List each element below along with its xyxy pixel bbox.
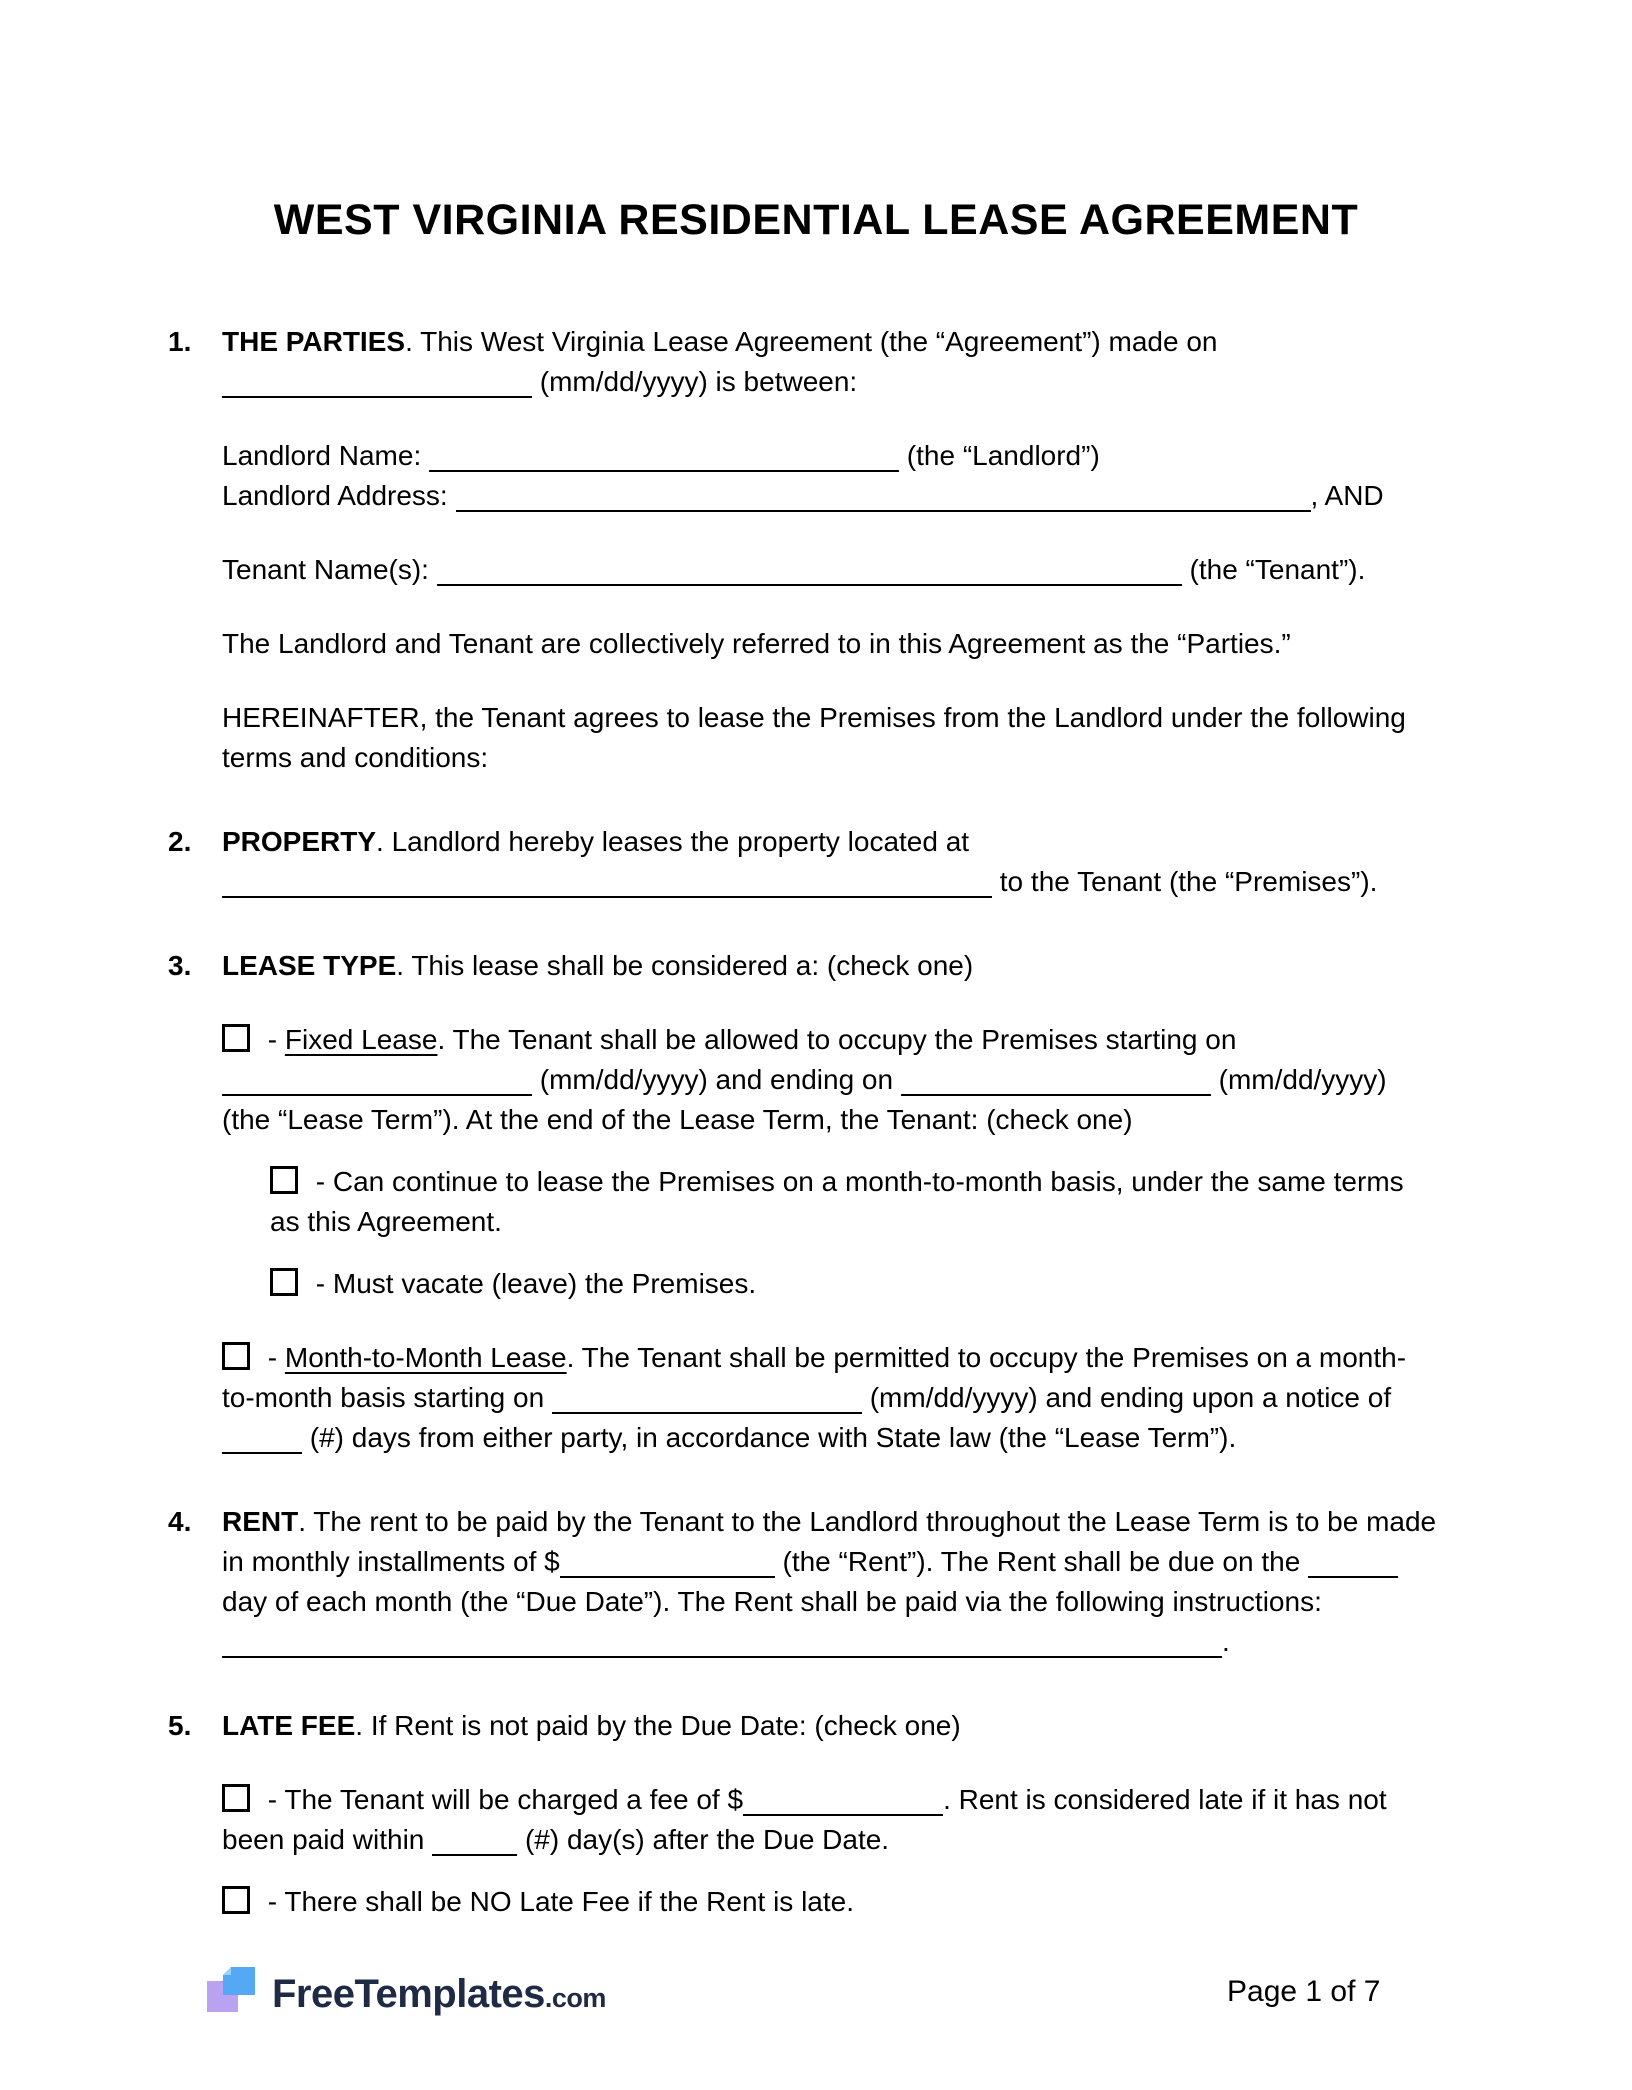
late-days-field[interactable] (432, 1828, 517, 1856)
section-parties (168, 322, 1437, 778)
section-number: 2. (168, 826, 192, 857)
fixed-lease-option (222, 1020, 1437, 1140)
landlord-address-label: Landlord Address: (222, 480, 448, 511)
month-to-month-mid-text: (mm/dd/yyyy) and ending upon a notice of (869, 1382, 1392, 1413)
fixed-lease-term: Fixed Lease (284, 1024, 438, 1055)
landlord-name-label: Landlord Name: (222, 440, 422, 471)
late-fee-charged-checkbox[interactable] (222, 1784, 250, 1812)
page-number: Page 1 of 7 (1227, 1975, 1381, 2008)
lease-type-intro-text: . This lease shall be considered a: (check one) (396, 950, 974, 981)
continue-month-to-month-checkbox[interactable] (270, 1166, 298, 1194)
parties-intro-paragraph (222, 322, 1437, 402)
property-paragraph (222, 822, 1437, 902)
section-number: 3. (168, 950, 192, 981)
must-vacate-checkbox[interactable] (270, 1268, 298, 1296)
late-fee-mid-text: . Rent is considered late if it has not been paid within (222, 1784, 1387, 1855)
rent-after-day-text: day of each month (the “Due Date”). The Rent shall be paid via the following instructions: (222, 1586, 1322, 1617)
freetemplates-logo-icon (203, 1962, 259, 2029)
section-heading: PROPERTY (222, 826, 377, 857)
month-to-month-checkbox[interactable] (222, 1342, 250, 1370)
fixed-lease-start-date-field[interactable] (222, 1068, 532, 1096)
fixed-lease-text: . The Tenant shall be allowed to occupy the Premises starting on (437, 1024, 1237, 1055)
no-late-fee-checkbox[interactable] (222, 1886, 250, 1914)
section-heading: LATE FEE (222, 1710, 356, 1741)
late-fee-tail-text: (#) day(s) after the Due Date. (524, 1824, 890, 1855)
continue-option-text: - Can continue to lease the Premises on a month-to-month basis, under the same terms as this Agreement. (270, 1166, 1404, 1237)
section-number: 5. (168, 1710, 192, 1741)
rent-paragraph (222, 1502, 1437, 1662)
fixed-lease-mid-text: (mm/dd/yyyy) and ending on (539, 1064, 894, 1095)
landlord-name-tag: (the “Landlord”) (906, 440, 1100, 471)
fixed-lease-checkbox[interactable] (222, 1024, 250, 1052)
parties-intro-text: . This West Virginia Lease Agreement (the “Agreement”) made on (405, 326, 1218, 357)
landlord-name-field[interactable] (429, 444, 899, 472)
landlord-address-tag: , AND (1310, 480, 1384, 511)
section-late-fee (168, 1706, 1437, 1922)
late-fee-charged-option (222, 1780, 1437, 1860)
month-to-month-option (222, 1338, 1437, 1458)
month-to-month-start-date-field[interactable] (552, 1386, 862, 1414)
rent-period: . (1222, 1626, 1230, 1657)
landlord-address-field[interactable] (456, 484, 1311, 512)
month-to-month-tail-text: (#) days from either party, in accordance with State law (the “Lease Term”). (309, 1422, 1237, 1453)
notice-days-field[interactable] (222, 1426, 302, 1454)
tenant-name-tag: (the “Tenant”). (1189, 554, 1366, 585)
section-heading: RENT (222, 1506, 299, 1537)
section-number: 4. (168, 1506, 192, 1537)
fixed-lease-vacate-option (270, 1264, 1437, 1304)
section-lease-type (168, 946, 1437, 1458)
tenant-block (222, 550, 1437, 590)
agreement-date-field[interactable] (222, 370, 532, 398)
late-fee-amount-field[interactable] (743, 1788, 943, 1816)
tenant-name-label: Tenant Name(s): (222, 554, 429, 585)
brand-name: FreeTemplates.com (272, 1971, 606, 2016)
lease-type-intro-paragraph (222, 946, 1437, 986)
section-property (168, 822, 1437, 902)
late-fee-intro-paragraph (222, 1706, 1437, 1746)
document-body (168, 322, 1437, 1922)
parties-between-text: (mm/dd/yyyy) is between: (539, 366, 858, 397)
parties-hereinafter-paragraph: HEREINAFTER, the Tenant agrees to lease the Premises from the Landlord under the following terms and conditions: (222, 702, 1406, 773)
freetemplates-logo[interactable] (203, 1962, 606, 2029)
fixed-lease-tail-text: (mm/dd/yyyy) (the “Lease Term”). At the end of the Lease Term, the Tenant: (check one) (222, 1064, 1387, 1135)
section-heading: LEASE TYPE (222, 950, 397, 981)
section-number: 1. (168, 326, 192, 357)
rent-intro-text: . The rent to be paid by the Tenant to the Landlord throughout the Lease Term is to be made in monthly installments of $ (222, 1506, 1437, 1577)
no-late-fee-text: - There shall be NO Late Fee if the Rent is late. (267, 1886, 855, 1917)
fixed-lease-continue-option (270, 1162, 1437, 1242)
page-title: WEST VIRGINIA RESIDENTIAL LEASE AGREEMENT (273, 196, 1359, 244)
section-rent (168, 1502, 1437, 1662)
no-late-fee-option (222, 1882, 1437, 1922)
dash-separator: - (267, 1024, 278, 1055)
month-to-month-text: . The Tenant shall be permitted to occupy the Premises on a month-to-month basis starting on (222, 1342, 1407, 1413)
section-heading: THE PARTIES (222, 326, 406, 357)
rent-amount-field[interactable] (560, 1550, 775, 1578)
property-after-text: to the Tenant (the “Premises”). (999, 866, 1378, 897)
rent-due-day-field[interactable] (1308, 1550, 1398, 1578)
late-fee-pre-text: - The Tenant will be charged a fee of $ (267, 1784, 744, 1815)
month-to-month-term: Month-to-Month Lease (284, 1342, 567, 1373)
dash-separator: - (267, 1342, 278, 1373)
brand-suffix: .com (544, 1982, 606, 2013)
fixed-lease-end-date-field[interactable] (901, 1068, 1211, 1096)
vacate-option-text: - Must vacate (leave) the Premises. (315, 1268, 757, 1299)
parties-collective-paragraph: The Landlord and Tenant are collectively referred to in this Agreement as the “Parties.” (222, 628, 1291, 659)
tenant-name-field[interactable] (437, 558, 1182, 586)
payment-instructions-field[interactable] (222, 1630, 1222, 1658)
landlord-block (222, 436, 1437, 516)
property-intro-text: . Landlord hereby leases the property located at (376, 826, 970, 857)
rent-after-amount-text: (the “Rent”). The Rent shall be due on the (782, 1546, 1301, 1577)
property-address-field[interactable] (222, 870, 992, 898)
late-fee-intro-text: . If Rent is not paid by the Due Date: (check one) (355, 1710, 961, 1741)
